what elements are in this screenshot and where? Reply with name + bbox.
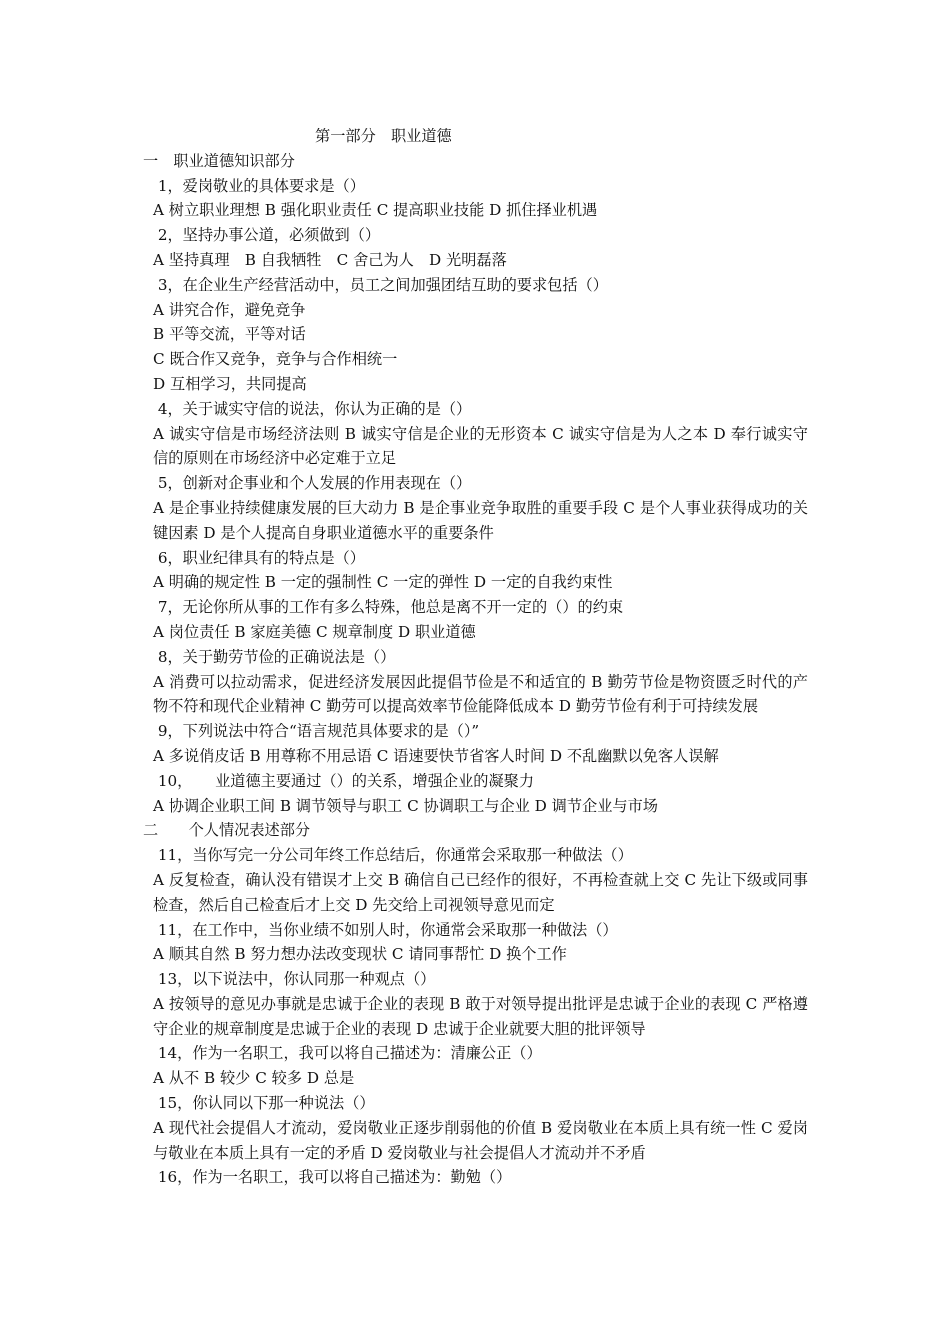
question-text: 1，爱岗敬业的具体要求是（） [153,176,365,195]
answer-options: A 顺其自然 B 努力想办法改变现状 C 请同事帮忙 D 换个工作 [153,945,567,964]
answer-options: A 从不 B 较少 C 较多 D 总是 [153,1069,355,1088]
answer-options: A 是企事业持续健康发展的巨大动力 B 是企事业竞争取胜的重要手段 C 是个人事业获得成功的关键因素 D 是个人提高自身职业道德水平的重要条件 [153,498,808,542]
answer-options: A 按领导的意见办事就是忠诚于企业的表现 B 敢于对领导提出批评是忠诚于企业的表现 C 严格遵守企业的规章制度是忠诚于企业的表现 D 忠诚于企业就要大胆的批评领导 [153,994,808,1038]
question-text: 8，关于勤劳节俭的正确说法是（） [153,647,396,666]
question-text: 13，以下说法中，你认同那一种观点（） [153,970,436,989]
question-text: 11，当你写完一分公司年终工作总结后，你通常会采取那一种做法（） [153,846,633,865]
answer-options: A 树立职业理想 B 强化职业责任 C 提高职业技能 D 抓住择业机遇 [153,201,598,220]
question-text: 10， 业道德主要通过（）的关系，增强企业的凝聚力 [153,771,535,790]
answer-options: A 现代社会提倡人才流动，爱岗敬业正逐步削弱他的价值 B 爱岗敬业在本质上具有统一性 C 爱岗与敬业在本质上具有一定的矛盾 D 爱岗敬业与社会提倡人才流动并不矛盾 [153,1118,808,1162]
question-text: 9，下列说法中符合“语言规范具体要求的是（）” [153,722,480,741]
question-text: 14，作为一名职工，我可以将自己描述为：清廉公正（） [153,1044,542,1063]
document-lines [143,149,808,1190]
question-text: 6，职业纪律具有的特点是（） [153,548,365,567]
question-text: 11，在工作中，当你业绩不如别人时，你通常会采取那一种做法（） [153,920,618,939]
answer-options: C 既合作又竞争，竞争与合作相统一 [153,350,398,369]
answer-options: D 互相学习，共同提高 [153,374,307,393]
answer-options: A 坚持真理 B 自我牺牲 C 舍己为人 D 光明磊落 [153,250,507,269]
question-text: 5，创新对企事业和个人发展的作用表现在（） [153,474,472,493]
document-body [143,124,808,1190]
page-title: 第一部分 职业道德 [315,127,452,145]
section-heading: 一 职业道德知识部分 [143,151,295,170]
section-heading: 二 个人情况表述部分 [143,821,311,840]
answer-options: B 平等交流，平等对话 [153,325,306,344]
question-text: 3，在企业生产经营活动中，员工之间加强团结互助的要求包括（） [153,275,608,294]
answer-options: A 诚实守信是市场经济法则 B 诚实守信是企业的无形资本 C 诚实守信是为人之本 D 奉行诚实守信的原则在市场经济中必定难于立足 [153,424,808,468]
answer-options: A 协调企业职工间 B 调节领导与职工 C 协调职工与企业 D 调节企业与市场 [153,796,658,815]
answer-options: A 岗位责任 B 家庭美德 C 规章制度 D 职业道德 [153,622,476,641]
answer-options: A 反复检查，确认没有错误才上交 B 确信自己已经作的很好，不再检查就上交 C 先让下级或同事检查，然后自己检查后才上交 D 先交给上司视领导意见而定 [153,870,808,914]
question-text: 2，坚持办事公道，必须做到（） [153,226,381,245]
answer-options: A 讲究合作，避免竞争 [153,300,306,319]
question-text: 4，关于诚实守信的说法，你认为正确的是（） [153,399,472,418]
answer-options: A 明确的规定性 B 一定的强制性 C 一定的弹性 D 一定的自我约束性 [153,573,613,592]
question-text: 15，你认同以下那一种说法（） [153,1094,375,1113]
question-text: 16，作为一名职工，我可以将自己描述为：勤勉（） [153,1168,512,1187]
question-text: 7，无论你所从事的工作有多么特殊，他总是离不开一定的（）的约束 [153,598,624,617]
answer-options: A 多说俏皮话 B 用尊称不用忌语 C 语速要快节省客人时间 D 不乱幽默以免客人误解 [153,746,719,765]
answer-options: A 消费可以拉动需求，促进经济发展因此提倡节俭是不和适宜的 B 勤劳节俭是物资匮乏时代的产物不符和现代企业精神 C 勤劳可以提高效率节俭能降低成本 D 勤劳节俭有利于可持续发展 [153,672,808,716]
